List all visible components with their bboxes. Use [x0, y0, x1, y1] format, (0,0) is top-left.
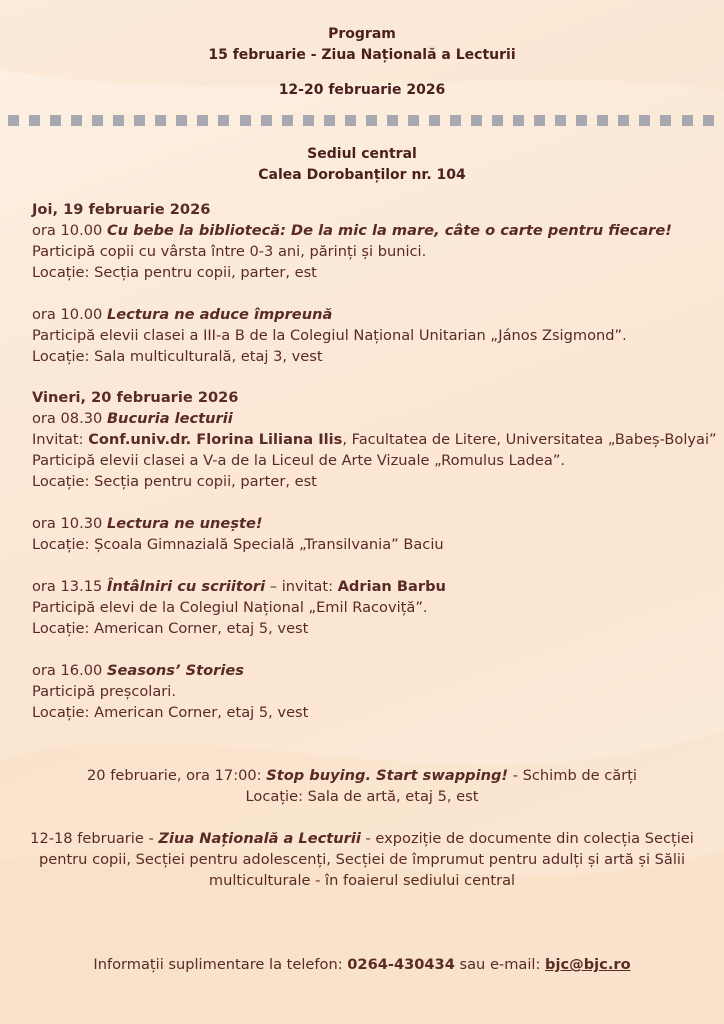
event-guest-line — [32, 429, 717, 450]
day1-event2 — [32, 304, 712, 367]
event-participants: Participă elevii clasei a V-a de la Liceul de Arte Vizuale „Romulus Ladea”. — [32, 452, 566, 469]
event-name: Bucuria lecturii — [106, 410, 233, 427]
day1-title: Joi, 19 februarie 2026 — [32, 201, 211, 218]
swap-location: Locație: Sala de artă, etaj 5, est — [245, 788, 479, 805]
expo-line-1 — [0, 828, 724, 849]
event-time: ora 10.00 — [32, 306, 107, 323]
day2-event4 — [32, 660, 712, 723]
expo-name: Ziua Națională a Lecturii — [158, 830, 361, 847]
event-line — [32, 513, 712, 534]
swap-description: - Schimb de cărți — [508, 767, 637, 784]
expo-dates: 12-18 februarie - — [30, 830, 159, 847]
event-location: Locație: American Corner, etaj 5, vest — [32, 704, 309, 721]
event-line — [32, 220, 712, 241]
event-location: Locație: Secția pentru copii, parter, est — [32, 264, 317, 281]
guest-prefix: Invitat: — [32, 431, 89, 448]
event-location: Locație: Școala Gimnazială Specială „Transilvania” Baciu — [32, 536, 444, 553]
day2-title: Vineri, 20 februarie 2026 — [32, 389, 239, 406]
expo-line-3: multiculturale - în foaierul sediului central — [208, 872, 516, 889]
event-location: Locație: American Corner, etaj 5, vest — [32, 620, 309, 637]
swap-name: Stop buying. Start swapping! — [266, 767, 509, 784]
swap-date: 20 februarie, ora 17:00: — [87, 767, 267, 784]
venue-address: Calea Dorobanților nr. 104 — [258, 167, 466, 183]
expo-line-2: pentru copii, Secției pentru adolescenți, Secției de împrumut pentru adulți și artă și Sălii — [38, 851, 686, 868]
event-time: ora 10.30 — [32, 515, 107, 532]
event-line — [32, 304, 712, 325]
email-label: sau e-mail: — [454, 956, 546, 973]
event-time: ora 08.30 — [32, 410, 107, 427]
event-time: ora 16.00 — [32, 662, 107, 679]
event-line — [32, 408, 712, 429]
event-location: Locație: Secția pentru copii, parter, est — [32, 473, 317, 490]
dashed-divider — [8, 115, 714, 127]
event-line — [32, 660, 712, 681]
event-name: Lectura ne aduce împreună — [106, 306, 333, 323]
phone-number: 0264-430434 — [347, 956, 455, 973]
event-name: Seasons’ Stories — [106, 662, 244, 679]
day1-section — [32, 199, 712, 283]
event-location: Locație: Sala multiculturală, etaj 3, vest — [32, 348, 323, 365]
day2-event3 — [32, 576, 712, 639]
event-name: Cu bebe la bibliotecă: De la mic la mare, câte o carte pentru fiecare! — [106, 222, 672, 239]
event-time: ora 13.15 — [32, 578, 107, 595]
venue-name: Sediul central — [307, 146, 417, 162]
contact-info — [0, 954, 724, 975]
event-line — [32, 576, 712, 597]
invited-label: – invitat: — [265, 578, 338, 595]
event-name: Lectura ne unește! — [106, 515, 263, 532]
swap-event-line — [0, 765, 724, 786]
guest-name: Adrian Barbu — [337, 578, 446, 595]
email-link[interactable]: bjc@bjc.ro — [545, 956, 631, 973]
event-time: ora 10.00 — [32, 222, 107, 239]
event-participants: Participă elevi de la Colegiul Național „Emil Racoviță”. — [32, 599, 428, 616]
program-subtitle: 15 februarie - Ziua Națională a Lecturii — [208, 47, 516, 63]
guest-affiliation: , Facultatea de Litere, Universitatea „Babeș-Bolyai” — [342, 431, 717, 448]
event-participants: Participă preșcolari. — [32, 683, 176, 700]
event-name: Întâlniri cu scriitori — [106, 578, 266, 595]
program-title: Program — [328, 26, 396, 42]
program-dates: 12-20 februarie 2026 — [278, 82, 446, 98]
day2-event2 — [32, 513, 712, 555]
expo-description: - expoziție de documente din colecția Secției — [360, 830, 694, 847]
guest-name: Conf.univ.dr. Florina Liliana Ilis — [88, 431, 343, 448]
contact-label: Informații suplimentare la telefon: — [93, 956, 348, 973]
day2-section — [32, 387, 717, 492]
event-participants: Participă copii cu vârsta între 0-3 ani, părinți și bunici. — [32, 243, 427, 260]
event-participants: Participă elevii clasei a III-a B de la Colegiul Național Unitarian „János Zsigmond”. — [32, 327, 627, 344]
